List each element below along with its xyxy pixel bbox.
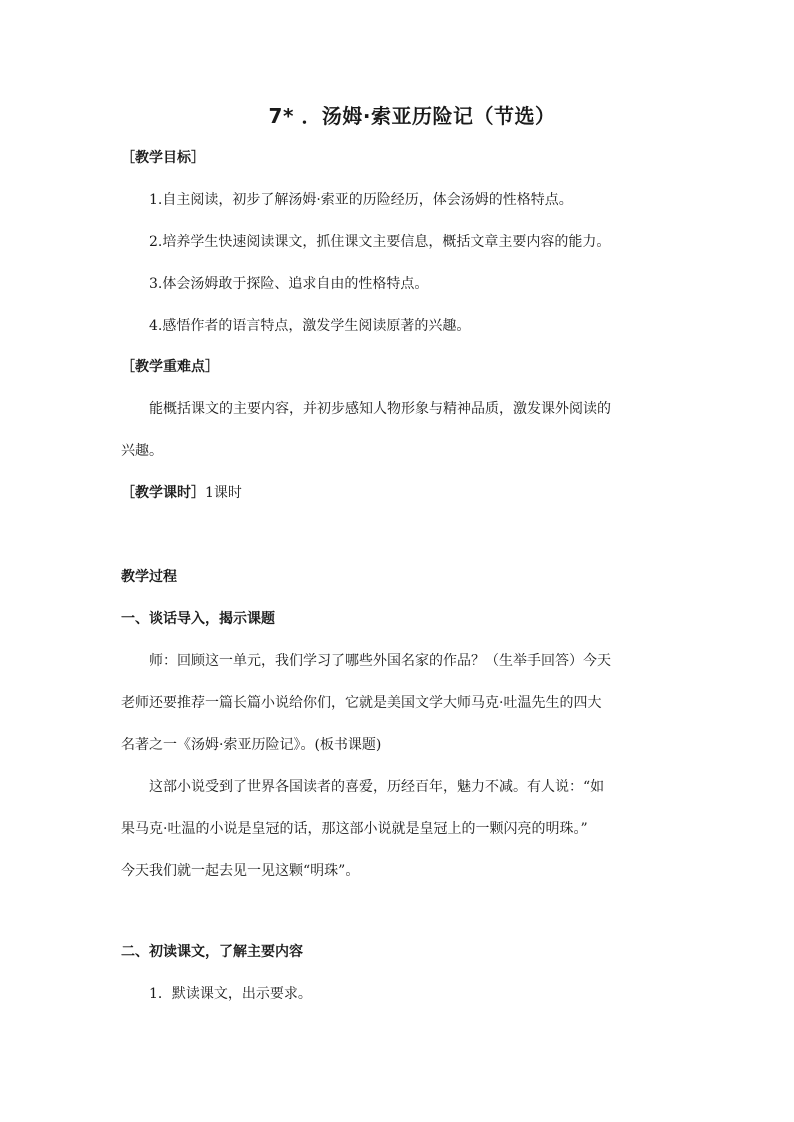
section1-para2-line-1: 这部小说受到了世界各国读者的喜爱，历经百年，魅力不减。有人说：“如 <box>149 779 605 795</box>
key-points-heading: ［教学重难点］ <box>121 359 219 375</box>
class-hours-heading: ［教学课时］ <box>121 485 205 501</box>
key-points-line-1: 能概括课文的主要内容，并初步感知人物形象与精神品质，激发课外阅读的 <box>149 401 611 417</box>
objectives-heading: ［教学目标］ <box>121 150 205 166</box>
key-points-line-2: 兴趣。 <box>121 443 163 459</box>
section1-para2-line-3: 今天我们就一起去见一见这颗“明珠”。 <box>121 863 360 879</box>
objective-item-3: 3.体会汤姆敢于探险、追求自由的性格特点。 <box>149 276 429 292</box>
page-title: 7* ．汤姆·索亚历险记（节选） <box>268 104 556 128</box>
class-hours-value: 1课时 <box>205 485 242 501</box>
objective-item-1: 1.自主阅读，初步了解汤姆·索亚的历险经历，体会汤姆的性格特点。 <box>149 192 573 208</box>
process-heading: 教学过程 <box>121 569 177 585</box>
objective-item-2: 2.培养学生快速阅读课文，抓住课文主要信息，概括文章主要内容的能力。 <box>149 234 611 250</box>
section1-heading: 一、谈话导入，揭示课题 <box>121 611 275 627</box>
section2-heading: 二、初读课文，了解主要内容 <box>121 944 303 960</box>
section1-para1-line-1: 师：回顾这一单元，我们学习了哪些外国名家的作品？（生举手回答）今天 <box>149 653 611 669</box>
class-hours-row <box>121 483 242 503</box>
section2-item-1: 1．默读课文，出示要求。 <box>149 986 312 1002</box>
section1-para2-line-2: 果马克·吐温的小说是皇冠的话，那这部小说就是皇冠上的一颗闪亮的明珠。” <box>121 821 588 837</box>
objective-item-4: 4.感悟作者的语言特点，激发学生阅读原著的兴趣。 <box>149 318 471 334</box>
section1-para1-line-2: 老师还要推荐一篇长篇小说给你们，它就是美国文学大师马克·吐温先生的四大 <box>121 695 602 711</box>
section1-para1-line-3: 名著之一《汤姆·索亚历险记》。(板书课题) <box>121 737 382 753</box>
